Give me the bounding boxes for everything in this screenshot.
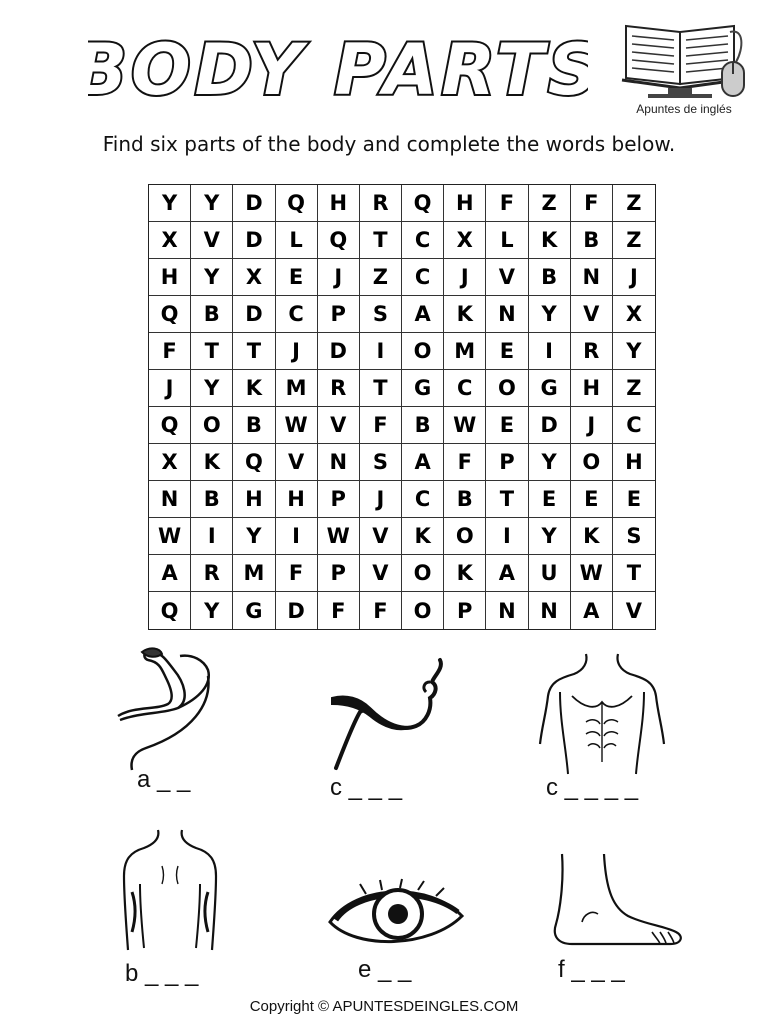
grid-cell: Y xyxy=(613,333,655,370)
grid-cell: H xyxy=(276,481,318,518)
grid-cell: Y xyxy=(233,518,275,555)
grid-cell: D xyxy=(233,185,275,222)
grid-cell: I xyxy=(529,333,571,370)
grid-cell: X xyxy=(444,222,486,259)
grid-cell: Y xyxy=(149,185,191,222)
grid-cell: B xyxy=(571,222,613,259)
grid-cell: L xyxy=(486,222,528,259)
clue-prompt-back: b _ _ _ xyxy=(125,960,199,987)
grid-cell: Y xyxy=(191,370,233,407)
grid-cell: Y xyxy=(191,592,233,629)
grid-cell: F xyxy=(318,592,360,629)
grid-cell: J xyxy=(613,259,655,296)
grid-cell: N xyxy=(529,592,571,629)
grid-cell: Q xyxy=(149,296,191,333)
grid-cell: H xyxy=(149,259,191,296)
eye-icon xyxy=(326,878,466,946)
grid-cell: O xyxy=(486,370,528,407)
grid-cell: J xyxy=(360,481,402,518)
grid-cell: D xyxy=(318,333,360,370)
grid-cell: R xyxy=(571,333,613,370)
grid-cell: V xyxy=(360,518,402,555)
grid-cell: Q xyxy=(318,222,360,259)
grid-cell: S xyxy=(613,518,655,555)
grid-cell: V xyxy=(276,444,318,481)
grid-cell: F xyxy=(360,407,402,444)
grid-cell: X xyxy=(613,296,655,333)
grid-cell: I xyxy=(486,518,528,555)
grid-cell: E xyxy=(613,481,655,518)
grid-cell: Z xyxy=(360,259,402,296)
grid-cell: G xyxy=(402,370,444,407)
grid-cell: P xyxy=(318,296,360,333)
grid-cell: T xyxy=(360,222,402,259)
grid-cell: F xyxy=(486,185,528,222)
grid-cell: Y xyxy=(191,185,233,222)
clue-prompt-chin: c _ _ _ xyxy=(330,774,403,801)
grid-cell: A xyxy=(402,444,444,481)
grid-cell: E xyxy=(529,481,571,518)
grid-cell: X xyxy=(149,222,191,259)
grid-cell: Q xyxy=(149,407,191,444)
grid-cell: N xyxy=(318,444,360,481)
grid-cell: I xyxy=(360,333,402,370)
grid-cell: B xyxy=(191,296,233,333)
grid-cell: Y xyxy=(191,259,233,296)
grid-cell: G xyxy=(233,592,275,629)
grid-cell: S xyxy=(360,444,402,481)
grid-cell: K xyxy=(233,370,275,407)
grid-cell: P xyxy=(486,444,528,481)
grid-cell: H xyxy=(233,481,275,518)
grid-cell: Z xyxy=(529,185,571,222)
grid-cell: T xyxy=(613,555,655,592)
word-search-grid xyxy=(148,184,656,630)
grid-cell: M xyxy=(276,370,318,407)
grid-cell: Z xyxy=(613,222,655,259)
grid-cell: P xyxy=(318,481,360,518)
grid-cell: M xyxy=(444,333,486,370)
copyright-footer: Copyright © APUNTESDEINGLES.COM xyxy=(249,998,519,1015)
instructions: Find six parts of the body and complete the words below. xyxy=(102,132,676,156)
grid-cell: Z xyxy=(613,185,655,222)
grid-cell: E xyxy=(276,259,318,296)
grid-cell: Q xyxy=(402,185,444,222)
grid-cell: O xyxy=(444,518,486,555)
chin-icon xyxy=(326,656,454,772)
grid-cell: W xyxy=(276,407,318,444)
grid-cell: C xyxy=(402,481,444,518)
grid-cell: P xyxy=(444,592,486,629)
grid-cell: D xyxy=(529,407,571,444)
grid-cell: V xyxy=(625,598,643,623)
grid-cell: N xyxy=(486,592,528,629)
grid-cell: T xyxy=(360,370,402,407)
clue-prompt-eye: e _ _ xyxy=(358,956,412,983)
grid-cell: Q xyxy=(276,185,318,222)
grid-cell: A xyxy=(402,296,444,333)
grid-cell: U xyxy=(529,555,571,592)
grid-cell: X xyxy=(149,444,191,481)
grid-cell: Z xyxy=(613,370,655,407)
grid-cell: X xyxy=(233,259,275,296)
grid-cell: B xyxy=(233,407,275,444)
grid-cell: P xyxy=(318,555,360,592)
grid-cell: F xyxy=(444,444,486,481)
grid-cell: J xyxy=(444,259,486,296)
grid-cell: N xyxy=(571,259,613,296)
grid-cell: O xyxy=(191,407,233,444)
grid-cell: H xyxy=(318,185,360,222)
logo-caption: Apuntes de inglés xyxy=(636,102,732,116)
foot-icon xyxy=(548,852,686,950)
grid-cell: F xyxy=(149,333,191,370)
grid-cell: K xyxy=(529,222,571,259)
clue-prompt-foot: f _ _ _ xyxy=(558,956,625,983)
grid-cell: F xyxy=(360,592,402,629)
clue-prompt-arm: a _ _ xyxy=(137,766,191,793)
grid-cell: O xyxy=(402,333,444,370)
grid-cell: H xyxy=(571,370,613,407)
grid-cell: W xyxy=(149,518,191,555)
grid-cell: T xyxy=(486,481,528,518)
grid-cell: Y xyxy=(529,444,571,481)
grid-cell: O xyxy=(402,555,444,592)
page-title-graphic xyxy=(88,30,588,110)
grid-cell: R xyxy=(318,370,360,407)
grid-cell: E xyxy=(486,333,528,370)
grid-cell: J xyxy=(571,407,613,444)
grid-cell: J xyxy=(276,333,318,370)
grid-cell: W xyxy=(571,555,613,592)
grid-cell: V xyxy=(571,296,613,333)
grid-cell: E xyxy=(486,407,528,444)
grid-cell: K xyxy=(191,444,233,481)
grid-cell: I xyxy=(191,518,233,555)
grid-cell: Y xyxy=(529,296,571,333)
grid-cell: D xyxy=(233,296,275,333)
grid-cell: V xyxy=(318,407,360,444)
grid-cell: C xyxy=(276,296,318,333)
grid-cell: K xyxy=(402,518,444,555)
grid-cell: C xyxy=(613,407,655,444)
grid-cell: B xyxy=(529,259,571,296)
grid-cell: C xyxy=(402,259,444,296)
grid-cell: Q xyxy=(149,592,191,629)
grid-cell: S xyxy=(360,296,402,333)
grid-cell: T xyxy=(233,333,275,370)
grid-cell: O xyxy=(571,444,613,481)
grid-cell: W xyxy=(444,407,486,444)
grid-cell: C xyxy=(402,222,444,259)
grid-cell: B xyxy=(402,407,444,444)
grid-cell: G xyxy=(529,370,571,407)
grid-cell: C xyxy=(444,370,486,407)
page-title-text: BODY PARTS xyxy=(88,30,588,110)
page-title xyxy=(88,30,588,110)
grid-cell: V xyxy=(191,222,233,259)
grid-cell: L xyxy=(276,222,318,259)
grid-cell: B xyxy=(444,481,486,518)
grid-cell: M xyxy=(233,555,275,592)
grid-cell: Y xyxy=(529,518,571,555)
chest-icon xyxy=(536,652,668,776)
grid-cell: H xyxy=(444,185,486,222)
grid-cell: A xyxy=(571,592,613,629)
grid-cell: D xyxy=(276,592,318,629)
arm-icon xyxy=(112,642,220,774)
grid-cell: F xyxy=(276,555,318,592)
grid-cell: K xyxy=(444,296,486,333)
grid-cell: J xyxy=(149,370,191,407)
grid-cell: N xyxy=(149,481,191,518)
grid-cell: A xyxy=(149,555,191,592)
grid-cell: A xyxy=(486,555,528,592)
grid-cell: V xyxy=(360,555,402,592)
grid-cell: T xyxy=(191,333,233,370)
grid-cell: J xyxy=(318,259,360,296)
open-book-computer-icon xyxy=(618,18,750,102)
grid-cell: R xyxy=(360,185,402,222)
grid-cell: W xyxy=(318,518,360,555)
grid-cell: O xyxy=(402,592,444,629)
grid-cell: I xyxy=(276,518,318,555)
grid-cell: V xyxy=(486,259,528,296)
clue-prompt-chest: c _ _ _ _ xyxy=(546,774,639,801)
grid-cell: E xyxy=(571,481,613,518)
grid-cell: B xyxy=(191,481,233,518)
back-icon xyxy=(118,828,222,952)
grid-cell: D xyxy=(233,222,275,259)
grid-cell: Q xyxy=(233,444,275,481)
grid-cell: H xyxy=(613,444,655,481)
grid-cell: R xyxy=(191,555,233,592)
grid-cell: K xyxy=(571,518,613,555)
grid-cell: N xyxy=(486,296,528,333)
grid-cell: F xyxy=(571,185,613,222)
grid-cell: K xyxy=(444,555,486,592)
